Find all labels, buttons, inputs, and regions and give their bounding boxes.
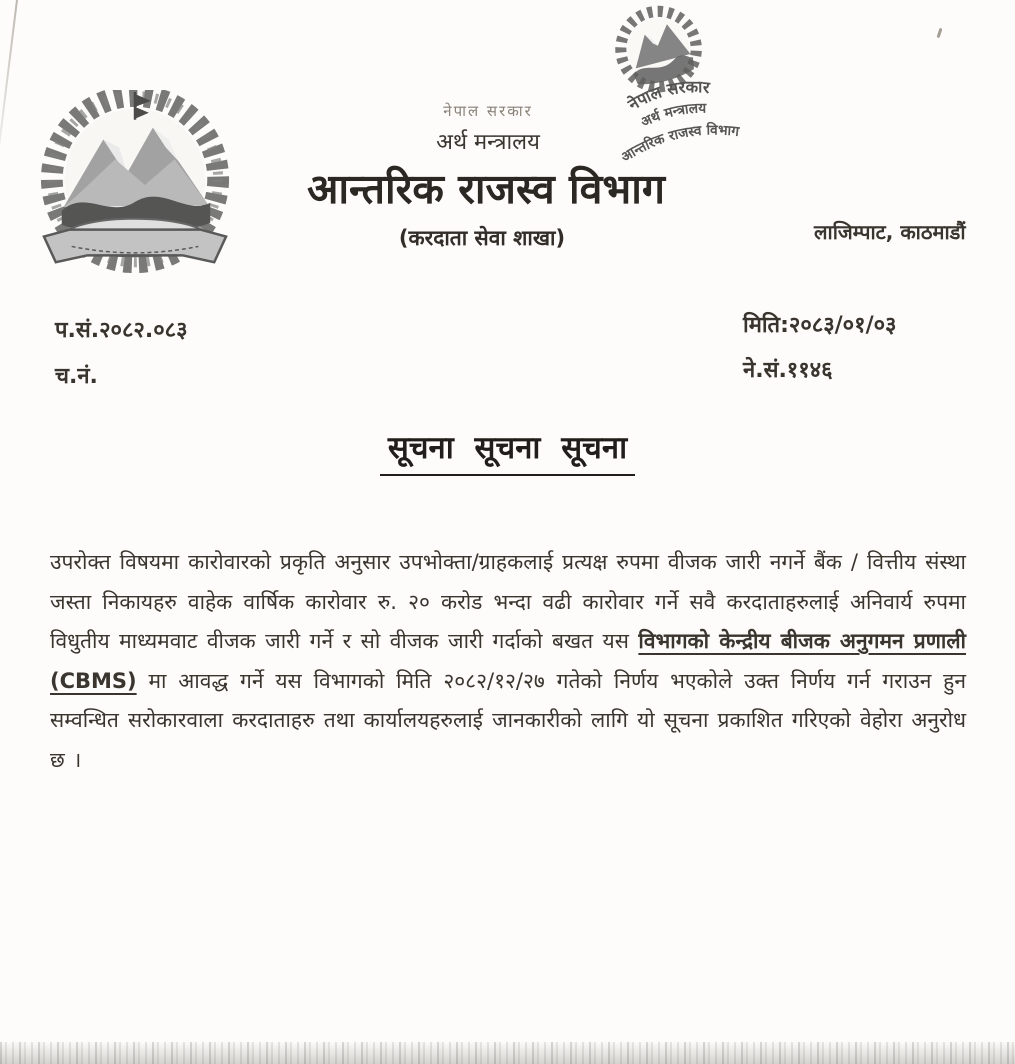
scan-artifact-bottom-edge <box>0 1042 1015 1064</box>
stamp-text-line1: नेपाल सरकार <box>624 77 711 115</box>
branch-name: (करदाता सेवा शाखा) <box>398 226 566 250</box>
nepal-coat-of-arms-icon <box>26 90 244 288</box>
reference-number: प.सं.२०८२.०८३ <box>55 318 188 343</box>
dispatch-number-label: च.नं. <box>55 364 98 389</box>
ne-serial-number: ने.सं.११४६ <box>743 358 833 383</box>
department-name: आन्तरिक राजस्व विभाग <box>307 165 665 213</box>
notice-title: सूचना सूचना सूचना <box>380 426 635 476</box>
body-text-part2: मा आवद्ध गर्ने यस विभागको मिति २०८२/१२/२७ गतेको निर्णय भएकोले उक्त निर्णय गर्न गराउन हुन सम्वन्धित सरोकारवाला करदाताहरु तथा कार्यालयहरुलाई जानकारीको लागि यो सूचना प्रकाशित गरिएको वेहोरा अनुरोध छ । <box>50 668 966 772</box>
government-name: नेपाल सरकार <box>443 102 533 120</box>
stamp-text-line3: आन्तरिक राजस्व विभाग <box>618 122 740 166</box>
body-text-part1: उपरोक्त विषयमा कारोवारको प्रकृति अनुसार उपभोक्ता/ग्राहकलाई प्रत्यक्ष रुपमा वीजक जारी नगर्ने बैंक / वित्तीय संस्था जस्ता निकायहरु वाहेक वार्षिक कारोवार रु. २० करोड भन्दा वढी कारोवार गर्ने सवै करदाताहरुलाई अनिवार्य रुपमा विधुतीय माध्यमवाट वीजक जारी गर्ने र सो वीजक जारी गर्दाको बखत यस <box>50 550 966 653</box>
svg-text:आन्तरिक राजस्व विभाग <box>616 112 745 167</box>
scan-artifact-line <box>0 0 19 186</box>
stamp-text-line2: अर्थ मन्त्रालय <box>638 100 707 131</box>
office-location: लाजिम्पाट, काठमाडौं <box>814 220 966 244</box>
scan-artifact-mark <box>937 28 943 38</box>
letter-date: मिति:२०८३/०१/०३ <box>743 313 897 338</box>
notice-title-row <box>0 426 1015 476</box>
ministry-name: अर्थ मन्त्रालय <box>436 130 540 155</box>
notice-body <box>50 543 966 780</box>
cbms-underlined-phrase: विभागको केन्द्रीय बीजक अनुगमन प्रणाली (CBMS) <box>50 629 966 693</box>
